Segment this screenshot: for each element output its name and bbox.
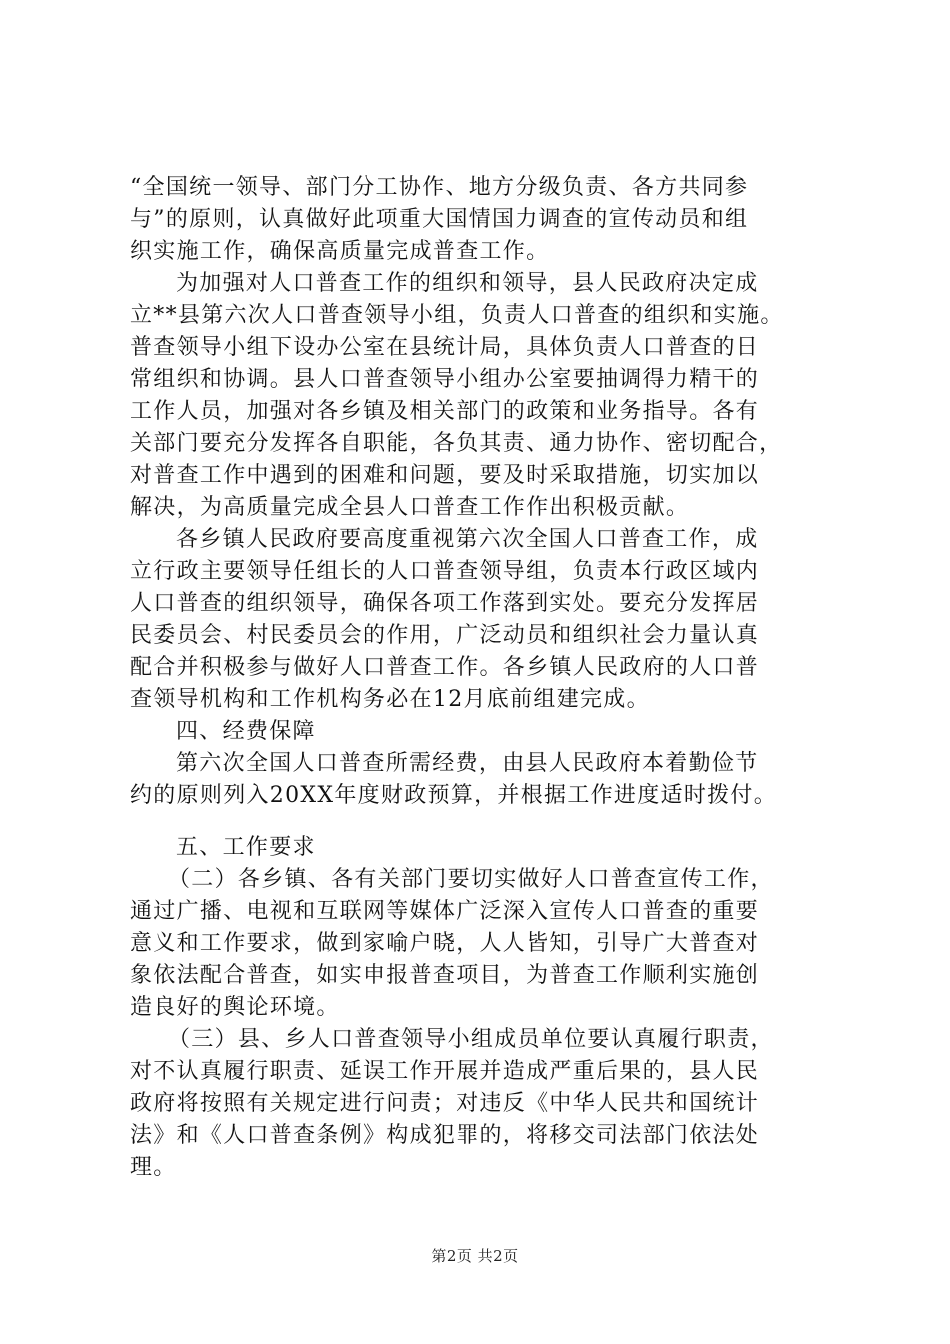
page-number-footer: 第2页 共2页 xyxy=(431,1247,519,1265)
text-line: 配合并积极参与做好人口普查工作。各乡镇人民政府的人口普 xyxy=(130,655,760,680)
text-line: 政府将按照有关规定进行问责；对违反《中华人民共和国统计 xyxy=(130,1091,760,1116)
paragraph-first-line: 为加强对人口普查工作的组织和领导，县人民政府决定成 xyxy=(176,271,759,296)
text-line: 象依法配合普查，如实申报普查项目，为普查工作顺利实施创 xyxy=(130,963,760,988)
text-line: 常组织和协调。县人口普查领导小组办公室要抽调得力精干的 xyxy=(130,367,760,392)
text-line: 对普查工作中遇到的困难和问题，要及时采取措施，切实加以 xyxy=(130,463,760,488)
paragraph-first-line: （二）各乡镇、各有关部门要切实做好人口普查宣传工作， xyxy=(168,867,774,892)
text-line: 织实施工作，确保高质量完成普查工作。 xyxy=(130,239,550,264)
text-line: 立行政主要领导任组长的人口普查领导组，负责本行政区域内 xyxy=(130,559,760,584)
section-heading-funding: 四、经费保障 xyxy=(176,719,316,744)
text-line: 法》和《人口普查条例》构成犯罪的，将移交司法部门依法处 xyxy=(130,1123,760,1148)
text-line: 理。 xyxy=(130,1155,177,1180)
text-line: 立**县第六次人口普查领导小组，负责人口普查的组织和实施。 xyxy=(130,303,784,328)
text-line: 解决，为高质量完成全县人口普查工作作出积极贡献。 xyxy=(130,495,690,520)
text-line: 约的原则列入20XX年度财政预算，并根据工作进度适时拨付。 xyxy=(130,783,778,808)
text-line: 查领导机构和工作机构务必在12月底前组建完成。 xyxy=(130,687,650,712)
text-line: 民委员会、村民委员会的作用，广泛动员和组织社会力量认真 xyxy=(130,623,760,648)
document-body xyxy=(130,172,830,1184)
text-line: 造良好的舆论环境。 xyxy=(130,995,340,1020)
paragraph-first-line: （三）县、乡人口普查领导小组成员单位要认真履行职责， xyxy=(168,1027,774,1052)
text-line: 关部门要充分发挥各自职能，各负其责、通力协作、密切配合， xyxy=(130,431,783,456)
section-heading-requirements: 五、工作要求 xyxy=(176,835,316,860)
text-line: “全国统一领导、部门分工协作、地方分级负责、各方共同参 xyxy=(130,175,749,200)
text-line: 工作人员，加强对各乡镇及相关部门的政策和业务指导。各有 xyxy=(130,399,760,424)
text-line: 通过广播、电视和互联网等媒体广泛深入宣传人口普查的重要 xyxy=(130,899,760,924)
text-line: 人口普查的组织领导，确保各项工作落到实处。要充分发挥居 xyxy=(130,591,760,616)
text-line: 与”的原则，认真做好此项重大国情国力调查的宣传动员和组 xyxy=(130,207,749,232)
paragraph-gap xyxy=(130,812,830,832)
paragraph-first-line: 第六次全国人口普查所需经费，由县人民政府本着勤俭节 xyxy=(176,751,759,776)
paragraph-first-line: 各乡镇人民政府要高度重视第六次全国人口普查工作，成 xyxy=(176,527,759,552)
text-line: 对不认真履行职责、延误工作开展并造成严重后果的，县人民 xyxy=(130,1059,760,1084)
text-line: 普查领导小组下设办公室在县统计局，具体负责人口普查的日 xyxy=(130,335,760,360)
text-line: 意义和工作要求，做到家喻户晓，人人皆知，引导广大普查对 xyxy=(130,931,760,956)
